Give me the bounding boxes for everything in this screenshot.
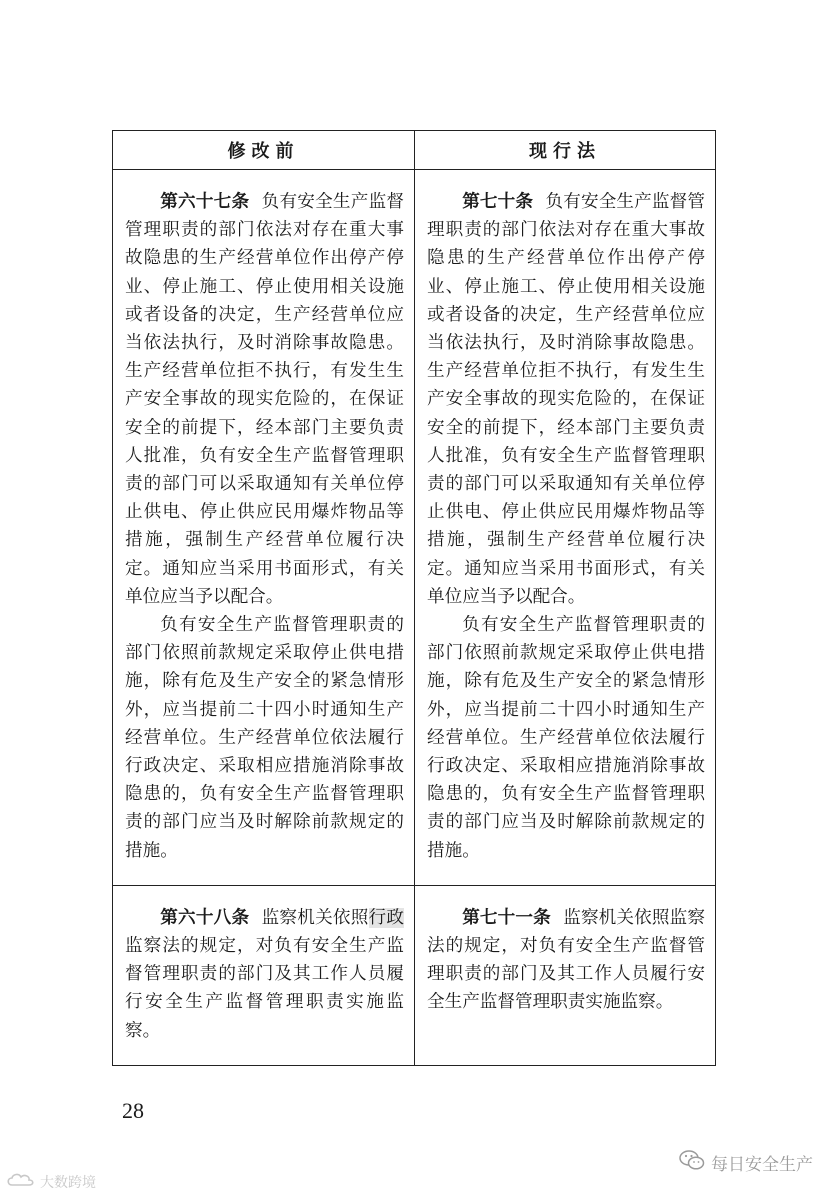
- paragraph-text: 负有安全生产监督管理职责的部门依法对存在重大事故隐患的生产经营单位作出停产停业、停止施工、停止使用相关设施或者设备的决定，生产经营单位应当依法执行，及时消除事故隐患。生产经营单位拒不执行，有发生生产安全事故的现实危险的，在保证安全的前提下，经本部门主要负责人批准，负有安全生产监督管理职责的部门可以采取通知有关单位停止供电、停止供应民用爆炸物品等措施，强制生产经营单位履行决定。通知应当采用书面形式，有关单位应当予以配合。: [427, 192, 705, 607]
- header-current: 现行法: [415, 131, 716, 170]
- table-header-row: [113, 131, 716, 170]
- paragraph-text: 监察机关依照监察法的规定，对负有安全生产监督管理职责的部门及其工作人员履行安全生产监督管理职责实施监察。: [427, 907, 705, 1013]
- paragraph-text: 负有安全生产监督管理职责的部门依法对存在重大事故隐患的生产经营单位作出停产停业、停止施工、停止使用相关设施或者设备的决定，生产经营单位应当依法执行，及时消除事故隐患。生产经营单位拒不执行，有发生生产安全事故的现实危险的，在保证安全的前提下，经本部门主要负责人批准，负有安全生产监督管理职责的部门可以采取通知有关单位停止供电、停止供应民用爆炸物品等措施，强制生产经营单位履行决定。通知应当采用书面形式，有关单位应当予以配合。: [125, 192, 404, 607]
- watermark-left: [6, 1172, 96, 1192]
- article-number: 第七十条: [462, 191, 534, 212]
- table-row: [113, 885, 716, 1065]
- watermark-right-text: 每日安全生产: [711, 1155, 813, 1175]
- cell-before-article-67: [113, 170, 415, 886]
- cloud-logo-icon: [6, 1172, 36, 1192]
- header-before: 修改前: [113, 131, 415, 170]
- highlighted-text: 行政: [368, 907, 404, 928]
- wechat-icon: [679, 1149, 705, 1176]
- paragraph: [125, 188, 404, 611]
- table-row: [113, 170, 716, 886]
- cell-before-article-68: [113, 885, 415, 1065]
- paragraph: [427, 188, 705, 611]
- watermark-left-text: 大数跨境: [40, 1175, 96, 1191]
- paragraph: [125, 904, 404, 1045]
- article-number: 第六十八条: [160, 906, 250, 928]
- paragraph-text: 监察机关依照: [261, 907, 369, 928]
- paragraph: 负有安全生产监督管理职责的部门依照前款规定采取停止供电措施，除有危及生产安全的紧急情形外，应当提前二十四小时通知生产经营单位。生产经营单位依法履行行政决定、采取相应措施消除事故隐患的，负有安全生产监督管理职责的部门应当及时解除前款规定的措施。: [125, 615, 404, 861]
- cell-current-article-70: [415, 170, 716, 886]
- paragraph: [427, 904, 705, 1017]
- comparison-table: [112, 130, 716, 1066]
- cell-current-article-71: [415, 885, 716, 1065]
- paragraph: 负有安全生产监督管理职责的部门依照前款规定采取停止供电措施，除有危及生产安全的紧急情形外，应当提前二十四小时通知生产经营单位。生产经营单位依法履行行政决定、采取相应措施消除事故隐患的，负有安全生产监督管理职责的部门应当及时解除前款规定的措施。: [427, 615, 705, 861]
- article-number: 第六十七条: [160, 191, 250, 212]
- watermark-right: [679, 1149, 813, 1176]
- paragraph-text: 监察法的规定，对负有安全生产监督管理职责的部门及其工作人员履行安全生产监督管理职责实施监察。: [125, 936, 404, 1041]
- article-number: 第七十一条: [462, 906, 551, 928]
- page-number: 28: [122, 1098, 144, 1123]
